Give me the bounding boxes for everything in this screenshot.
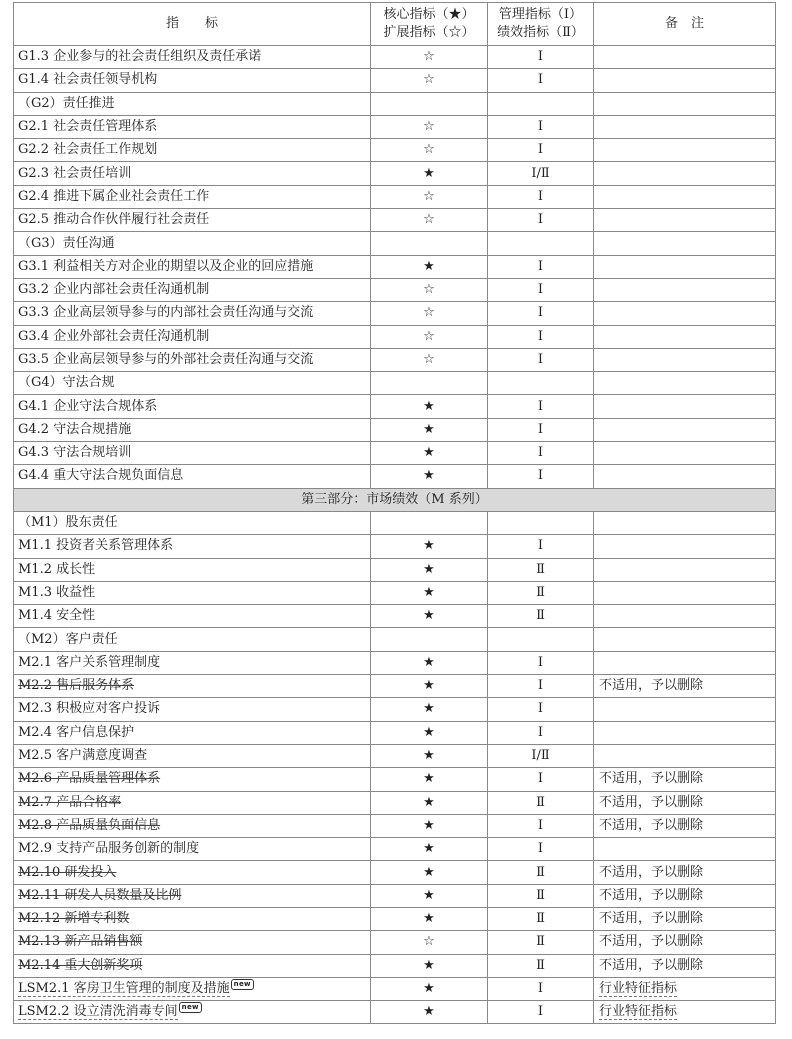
core-star-icon: ★ <box>371 814 488 837</box>
indicator-type-cell: Ⅱ <box>488 581 594 604</box>
table-row <box>14 954 776 977</box>
remark-cell <box>594 465 776 488</box>
table-row <box>14 418 776 441</box>
indicator-name: M1.1 投资者关系管理体系 <box>18 538 174 554</box>
indicator-name: M2.13 新产品销售额 <box>18 934 143 950</box>
table-body <box>14 46 776 1024</box>
indicator-name: G1.3 企业参与的社会责任组织及责任承诺 <box>18 49 262 65</box>
indicator-type-cell: Ⅰ <box>488 69 594 92</box>
indicator-name: M2.7 产品合格率 <box>18 794 122 810</box>
indicator-name: M1.2 成长性 <box>18 561 96 577</box>
empty-cell <box>371 628 488 651</box>
empty-cell <box>371 232 488 255</box>
indicator-name-cell <box>14 977 371 1000</box>
group-title: （M1）股东责任 <box>14 511 371 534</box>
table-row <box>14 721 776 744</box>
indicator-type-cell: Ⅰ <box>488 209 594 232</box>
remark-cell <box>594 605 776 628</box>
indicator-type-cell: Ⅰ <box>488 465 594 488</box>
extended-star-icon: ☆ <box>371 139 488 162</box>
indicator-name: M2.1 客户关系管理制度 <box>18 654 161 670</box>
core-star-icon: ★ <box>371 768 488 791</box>
remark-cell <box>594 418 776 441</box>
header-remarks: 备 注 <box>594 3 776 46</box>
extended-star-icon: ☆ <box>371 931 488 954</box>
indicator-type-cell: Ⅰ <box>488 675 594 698</box>
table-row <box>14 977 776 1000</box>
group-title: （M2）客户责任 <box>14 628 371 651</box>
indicator-name-cell <box>14 185 371 208</box>
indicator-name: G3.3 企业高层领导参与的内部社会责任沟通与交流 <box>18 305 314 321</box>
core-star-icon: ★ <box>371 162 488 185</box>
table-row <box>14 931 776 954</box>
indicator-name: M2.10 研发投入 <box>18 864 117 880</box>
table-row <box>14 162 776 185</box>
extended-star-icon: ☆ <box>371 325 488 348</box>
indicator-name: M1.3 收益性 <box>18 584 96 600</box>
empty-cell <box>488 232 594 255</box>
table-header-row <box>14 3 776 46</box>
remark-cell <box>594 162 776 185</box>
indicator-name: G3.5 企业高层领导参与的外部社会责任沟通与交流 <box>18 352 314 367</box>
core-star-icon: ★ <box>371 442 488 465</box>
indicator-type-cell: Ⅰ <box>488 302 594 325</box>
remark-cell: 不适用，予以删除 <box>594 791 776 814</box>
remark-cell: 不适用，予以删除 <box>594 861 776 884</box>
extended-star-icon: ☆ <box>371 69 488 92</box>
empty-cell <box>594 372 776 395</box>
header-performance-label: 绩效指标（Ⅱ） <box>497 25 584 40</box>
empty-cell <box>488 372 594 395</box>
table-row <box>14 139 776 162</box>
remark-cell <box>594 395 776 418</box>
extended-star-icon: ☆ <box>371 46 488 69</box>
core-star-icon: ★ <box>371 255 488 278</box>
indicator-name: M2.3 积极应对客户投诉 <box>18 701 161 717</box>
indicator-type-cell: Ⅰ <box>488 255 594 278</box>
indicator-name-cell <box>14 744 371 767</box>
indicator-name: M1.4 安全性 <box>18 608 96 624</box>
remark-cell: 不适用，予以删除 <box>594 675 776 698</box>
empty-cell <box>371 511 488 534</box>
table-row <box>14 325 776 348</box>
indicator-type-cell: Ⅰ <box>488 721 594 744</box>
indicator-type-cell: Ⅰ <box>488 418 594 441</box>
indicator-name-cell <box>14 861 371 884</box>
remark-cell <box>594 348 776 371</box>
table-row <box>14 907 776 930</box>
table-row <box>14 185 776 208</box>
empty-cell <box>488 511 594 534</box>
remark-cell <box>594 69 776 92</box>
indicator-name-cell <box>14 768 371 791</box>
extended-star-icon: ☆ <box>371 348 488 371</box>
indicator-table <box>13 2 776 1024</box>
group-title: （G2）责任推进 <box>14 92 371 115</box>
indicator-type-cell: Ⅰ <box>488 698 594 721</box>
indicator-type-cell: Ⅰ <box>488 838 594 861</box>
indicator-type-cell: Ⅱ <box>488 558 594 581</box>
indicator-name: G3.4 企业外部社会责任沟通机制 <box>18 328 210 344</box>
extended-star-icon: ☆ <box>371 115 488 138</box>
remark-cell <box>594 744 776 767</box>
indicator-name-cell <box>14 115 371 138</box>
core-star-icon: ★ <box>371 884 488 907</box>
core-star-icon: ★ <box>371 535 488 558</box>
core-star-icon: ★ <box>371 791 488 814</box>
table-row <box>14 302 776 325</box>
group-header-row <box>14 511 776 534</box>
indicator-name-cell <box>14 418 371 441</box>
extended-star-icon: ☆ <box>371 278 488 301</box>
indicator-name-cell <box>14 558 371 581</box>
indicator-type-cell: Ⅰ <box>488 185 594 208</box>
remark-cell <box>594 255 776 278</box>
indicator-name: G1.4 社会责任领导机构 <box>18 72 158 88</box>
table-row <box>14 535 776 558</box>
table-row <box>14 465 776 488</box>
remark-cell <box>594 721 776 744</box>
indicator-name-cell <box>14 721 371 744</box>
remark-cell <box>594 185 776 208</box>
remark-cell <box>594 698 776 721</box>
core-star-icon: ★ <box>371 558 488 581</box>
indicator-name-cell <box>14 302 371 325</box>
core-star-icon: ★ <box>371 1001 488 1024</box>
indicator-name-cell <box>14 791 371 814</box>
header-core-extended <box>371 3 488 46</box>
indicator-type-cell: Ⅰ <box>488 115 594 138</box>
group-title: （G4）守法合规 <box>14 372 371 395</box>
indicator-type-cell: Ⅰ <box>488 46 594 69</box>
indicator-name: LSM2.1 客房卫生管理的制度及措施 <box>18 981 230 997</box>
extended-star-icon: ☆ <box>371 302 488 325</box>
core-star-icon: ★ <box>371 465 488 488</box>
indicator-table-container <box>13 2 775 1024</box>
remark-cell <box>594 139 776 162</box>
header-extended-label: 扩展指标（☆） <box>383 25 475 40</box>
remark-cell <box>594 838 776 861</box>
table-row <box>14 348 776 371</box>
indicator-name-cell <box>14 348 371 371</box>
indicator-name-cell <box>14 675 371 698</box>
table-row <box>14 69 776 92</box>
indicator-name-cell <box>14 907 371 930</box>
indicator-name-cell <box>14 442 371 465</box>
indicator-type-cell: Ⅰ <box>488 768 594 791</box>
extended-star-icon: ☆ <box>371 209 488 232</box>
table-row <box>14 651 776 674</box>
indicator-name-cell <box>14 325 371 348</box>
section-title: 第三部分：市场绩效（M 系列） <box>14 488 776 511</box>
remark-cell <box>594 558 776 581</box>
remark-cell <box>594 442 776 465</box>
extended-star-icon: ☆ <box>371 185 488 208</box>
header-management-performance <box>488 3 594 46</box>
remark-cell: 不适用，予以删除 <box>594 954 776 977</box>
indicator-name: G2.3 社会责任培训 <box>18 165 132 181</box>
indicator-type-cell: Ⅱ <box>488 907 594 930</box>
table-row <box>14 46 776 69</box>
indicator-name-cell <box>14 209 371 232</box>
table-row <box>14 278 776 301</box>
core-star-icon: ★ <box>371 651 488 674</box>
indicator-name-cell <box>14 278 371 301</box>
indicator-name: M2.9 支持产品服务创新的制度 <box>18 841 200 857</box>
indicator-name: M2.12 新增专利数 <box>18 911 130 927</box>
indicator-type-cell: Ⅱ <box>488 791 594 814</box>
core-star-icon: ★ <box>371 675 488 698</box>
indicator-name: M2.8 产品质量负面信息 <box>18 817 161 833</box>
group-header-row <box>14 628 776 651</box>
remark-cell <box>594 302 776 325</box>
indicator-type-cell: Ⅱ <box>488 954 594 977</box>
empty-cell <box>488 92 594 115</box>
table-row <box>14 442 776 465</box>
indicator-name: M2.5 客户满意度调查 <box>18 748 148 764</box>
remark-text: 行业特征指标 <box>599 981 678 997</box>
table-row <box>14 791 776 814</box>
indicator-name-cell <box>14 69 371 92</box>
table-row <box>14 698 776 721</box>
group-header-row <box>14 372 776 395</box>
indicator-name: G3.1 利益相关方对企业的期望以及企业的回应措施 <box>18 258 314 274</box>
indicator-name-cell <box>14 395 371 418</box>
remark-cell: 不适用，予以删除 <box>594 768 776 791</box>
empty-cell <box>594 511 776 534</box>
indicator-name-cell <box>14 931 371 954</box>
indicator-name-cell <box>14 651 371 674</box>
indicator-type-cell: Ⅰ <box>488 651 594 674</box>
indicator-name: G4.4 重大守法合规负面信息 <box>18 468 184 484</box>
table-row <box>14 814 776 837</box>
indicator-name: G3.2 企业内部社会责任沟通机制 <box>18 282 210 298</box>
empty-cell <box>371 372 488 395</box>
indicator-name-cell <box>14 1001 371 1024</box>
table-row <box>14 115 776 138</box>
remark-cell <box>594 115 776 138</box>
core-star-icon: ★ <box>371 861 488 884</box>
remark-text: 行业特征指标 <box>599 1004 678 1020</box>
table-row <box>14 861 776 884</box>
remark-cell <box>594 46 776 69</box>
core-star-icon: ★ <box>371 605 488 628</box>
group-title: （G3）责任沟通 <box>14 232 371 255</box>
indicator-name-cell <box>14 46 371 69</box>
remark-cell <box>594 1001 776 1024</box>
indicator-type-cell: Ⅰ <box>488 977 594 1000</box>
table-row <box>14 838 776 861</box>
indicator-name-cell <box>14 838 371 861</box>
indicator-type-cell: Ⅰ <box>488 1001 594 1024</box>
indicator-name-cell <box>14 605 371 628</box>
indicator-type-cell: Ⅱ <box>488 605 594 628</box>
remark-cell: 不适用，予以删除 <box>594 907 776 930</box>
table-row <box>14 768 776 791</box>
indicator-name: LSM2.2 设立清洗消毒专间 <box>18 1004 178 1020</box>
remark-cell <box>594 209 776 232</box>
core-star-icon: ★ <box>371 907 488 930</box>
indicator-type-cell: Ⅰ/Ⅱ <box>488 162 594 185</box>
new-badge: new <box>179 1002 202 1013</box>
header-core-label: 核心指标（★） <box>383 7 475 22</box>
empty-cell <box>594 232 776 255</box>
indicator-name-cell <box>14 698 371 721</box>
indicator-name: G4.2 守法合规措施 <box>18 421 132 437</box>
empty-cell <box>488 628 594 651</box>
indicator-name: M2.4 客户信息保护 <box>18 724 135 740</box>
new-badge: new <box>231 979 254 990</box>
indicator-type-cell: Ⅱ <box>488 861 594 884</box>
indicator-name: M2.14 重大创新奖项 <box>18 957 143 973</box>
table-row <box>14 1001 776 1024</box>
table-row <box>14 209 776 232</box>
indicator-name: G2.5 推动合作伙伴履行社会责任 <box>18 212 210 228</box>
core-star-icon: ★ <box>371 395 488 418</box>
indicator-type-cell: Ⅰ <box>488 814 594 837</box>
remark-cell <box>594 278 776 301</box>
indicator-name-cell <box>14 884 371 907</box>
indicator-type-cell: Ⅰ <box>488 535 594 558</box>
core-star-icon: ★ <box>371 838 488 861</box>
remark-cell <box>594 325 776 348</box>
indicator-name: M2.11 研发人员数量及比例 <box>18 887 182 903</box>
group-header-row <box>14 92 776 115</box>
core-star-icon: ★ <box>371 977 488 1000</box>
indicator-name-cell <box>14 954 371 977</box>
core-star-icon: ★ <box>371 954 488 977</box>
table-row <box>14 884 776 907</box>
header-management-label: 管理指标（Ⅰ） <box>498 7 583 22</box>
section-header-row <box>14 488 776 511</box>
indicator-name: G2.4 推进下属企业社会责任工作 <box>18 188 210 204</box>
empty-cell <box>594 628 776 651</box>
core-star-icon: ★ <box>371 744 488 767</box>
table-row <box>14 395 776 418</box>
core-star-icon: ★ <box>371 581 488 604</box>
remark-cell <box>594 581 776 604</box>
indicator-name-cell <box>14 255 371 278</box>
indicator-name: M2.6 产品质量管理体系 <box>18 771 161 787</box>
indicator-name: M2.2 售后服务体系 <box>18 678 135 694</box>
table-row <box>14 255 776 278</box>
core-star-icon: ★ <box>371 721 488 744</box>
table-row <box>14 558 776 581</box>
indicator-type-cell: Ⅱ <box>488 931 594 954</box>
remark-cell: 不适用，予以删除 <box>594 814 776 837</box>
empty-cell <box>371 92 488 115</box>
remark-cell: 不适用，予以删除 <box>594 884 776 907</box>
indicator-type-cell: Ⅰ <box>488 348 594 371</box>
indicator-name-cell <box>14 162 371 185</box>
indicator-name-cell <box>14 581 371 604</box>
indicator-name-cell <box>14 535 371 558</box>
indicator-name-cell <box>14 814 371 837</box>
empty-cell <box>594 92 776 115</box>
table-row <box>14 605 776 628</box>
indicator-type-cell: Ⅰ <box>488 395 594 418</box>
indicator-name-cell <box>14 139 371 162</box>
remark-cell <box>594 651 776 674</box>
group-header-row <box>14 232 776 255</box>
indicator-type-cell: Ⅱ <box>488 884 594 907</box>
indicator-name: G4.1 企业守法合规体系 <box>18 398 158 414</box>
indicator-name-cell <box>14 465 371 488</box>
remark-cell <box>594 535 776 558</box>
table-row <box>14 581 776 604</box>
indicator-type-cell: Ⅰ <box>488 278 594 301</box>
core-star-icon: ★ <box>371 418 488 441</box>
table-row <box>14 744 776 767</box>
indicator-type-cell: Ⅰ <box>488 325 594 348</box>
indicator-type-cell: Ⅰ <box>488 442 594 465</box>
core-star-icon: ★ <box>371 698 488 721</box>
indicator-type-cell: Ⅰ/Ⅱ <box>488 744 594 767</box>
remark-cell: 不适用，予以删除 <box>594 931 776 954</box>
table-row <box>14 675 776 698</box>
indicator-name: G2.1 社会责任管理体系 <box>18 119 158 135</box>
indicator-type-cell: Ⅰ <box>488 139 594 162</box>
indicator-name: G4.3 守法合规培训 <box>18 445 132 461</box>
header-indicator: 指 标 <box>14 3 371 46</box>
indicator-name: G2.2 社会责任工作规划 <box>18 142 158 158</box>
remark-cell <box>594 977 776 1000</box>
